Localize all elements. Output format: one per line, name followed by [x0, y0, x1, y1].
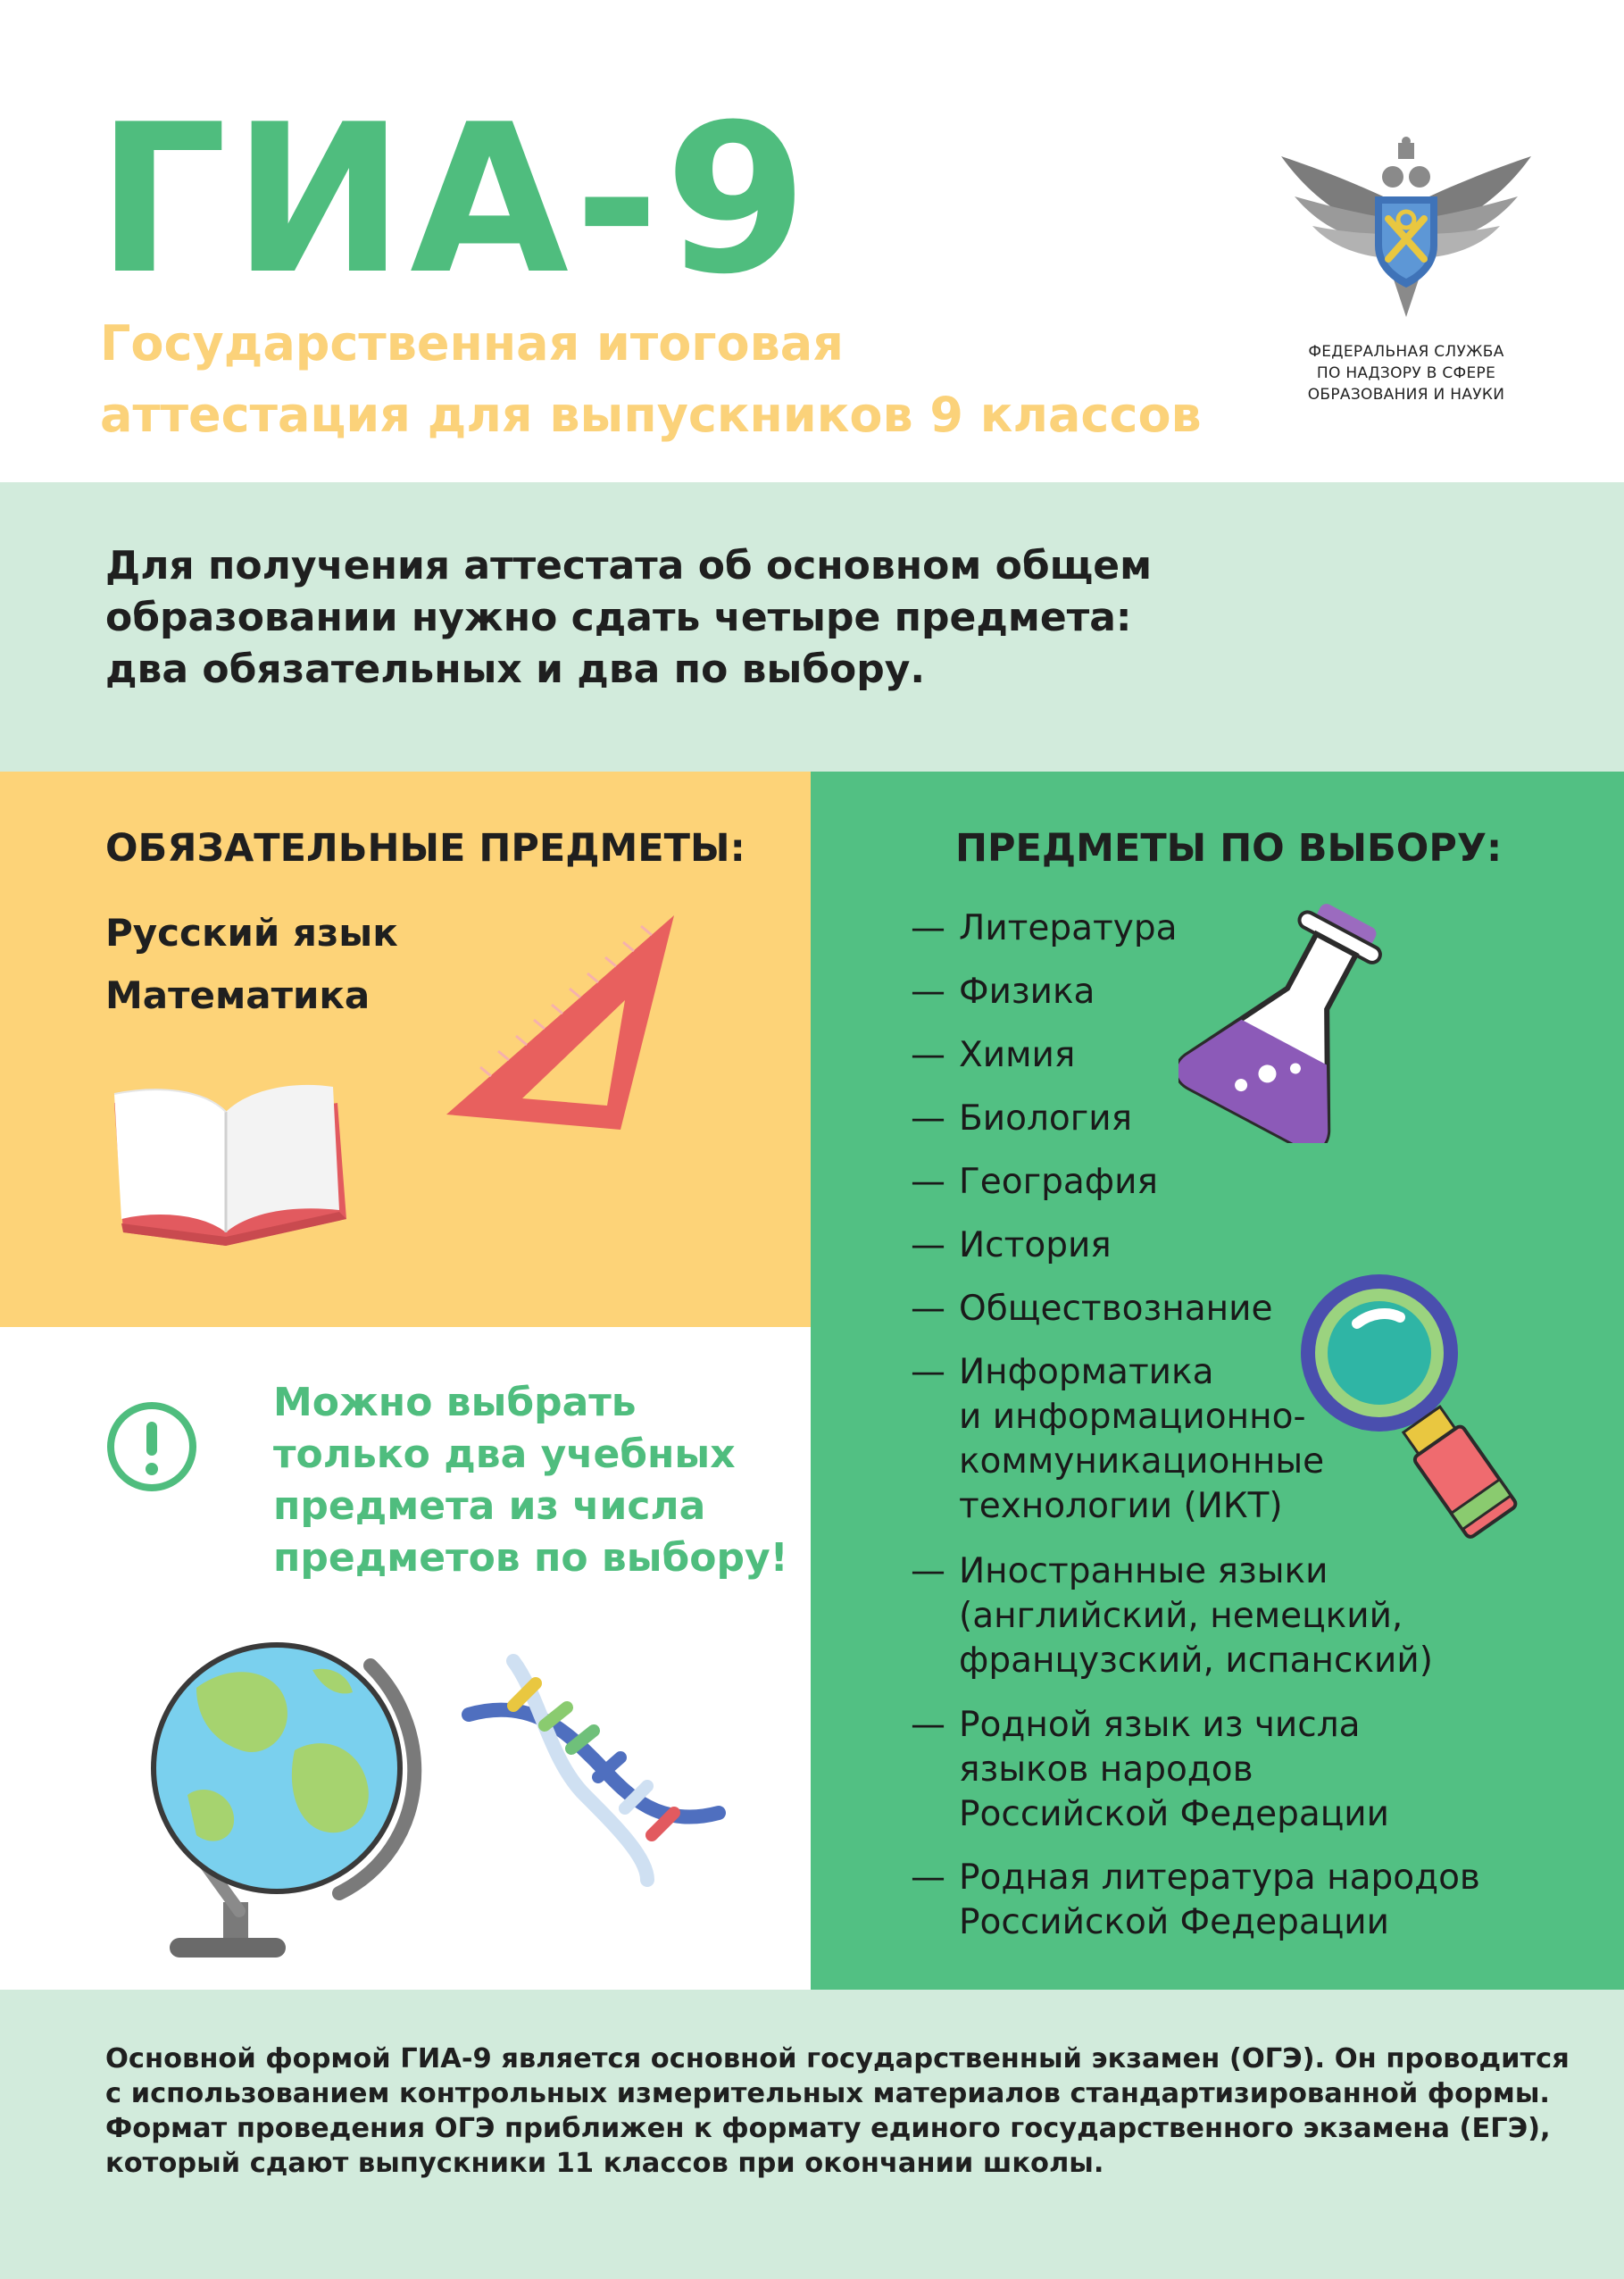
- list-dash: —: [911, 1035, 945, 1075]
- elective-label: Химия: [959, 1035, 1076, 1075]
- intro-line: два обязательных и два по выбору.: [105, 647, 926, 692]
- chemistry-flask-icon: [1178, 902, 1411, 1143]
- mandatory-heading: ОБЯЗАТЕЛЬНЫЕ ПРЕДМЕТЫ:: [105, 826, 745, 871]
- elective-label: Литература: [959, 908, 1178, 948]
- intro-line: образовании нужно сдать четыре предмета:: [105, 595, 1132, 640]
- elective-label: Российской Федерации: [959, 1902, 1389, 1942]
- elective-label: Российской Федерации: [959, 1794, 1389, 1834]
- list-dash: —: [911, 972, 945, 1012]
- footer-text: [105, 2041, 1570, 2181]
- dna-helix-icon: [460, 1643, 728, 1893]
- elective-label: Физика: [959, 972, 1095, 1012]
- list-dash: —: [911, 1098, 945, 1139]
- subtitle-line: Государственная итоговая: [100, 315, 844, 371]
- agency-name: [1277, 341, 1536, 405]
- list-dash: —: [911, 1289, 945, 1329]
- globe-icon: [134, 1625, 464, 1965]
- elective-label: коммуникационные: [959, 1441, 1325, 1482]
- exclamation-circle-icon: [105, 1400, 198, 1493]
- mandatory-list: [105, 902, 398, 1027]
- elective-label: Иностранные языки: [959, 1551, 1328, 1591]
- elective-label: и информационно-: [959, 1397, 1306, 1437]
- elective-label: Обществознание: [959, 1289, 1273, 1329]
- footer-line: Формат проведения ОГЭ приближен к формату единого государственного экзамена (ЕГЭ),: [105, 2113, 1551, 2144]
- elective-label: Родная литература народов: [959, 1857, 1480, 1898]
- page-subtitle: [100, 308, 1202, 451]
- note-line: только два учебных: [273, 1432, 736, 1477]
- footer-line: Основной формой ГИА-9 является основной государственный экзамен (ОГЭ). Он проводится: [105, 2043, 1570, 2074]
- list-dash: —: [911, 1162, 945, 1202]
- agency-line: ПО НАДЗОРУ В СФЕРЕ: [1316, 364, 1496, 382]
- note-line: предмета из числа: [273, 1483, 706, 1529]
- intro-line: Для получения аттестата об основном общем: [105, 543, 1153, 589]
- page-title: ГИА-9: [96, 81, 813, 320]
- open-book-icon: [105, 1067, 346, 1264]
- intro-text: [105, 540, 1355, 696]
- list-dash: —: [911, 1352, 945, 1392]
- list-dash: —: [911, 1225, 945, 1265]
- elective-label: Родной язык из числа: [959, 1705, 1361, 1745]
- elective-label: География: [959, 1162, 1158, 1202]
- elective-label: Информатика: [959, 1352, 1214, 1392]
- elective-label: языков народов: [959, 1749, 1253, 1790]
- agency-line: ФЕДЕРАЛЬНАЯ СЛУЖБА: [1308, 343, 1504, 361]
- elective-heading: ПРЕДМЕТЫ ПО ВЫБОРУ:: [955, 826, 1503, 871]
- magnifying-glass-icon: [1295, 1268, 1527, 1545]
- mandatory-item-math: Математика: [105, 973, 371, 1017]
- subtitle-line: аттестация для выпускников 9 классов: [100, 387, 1202, 443]
- elective-label: История: [959, 1225, 1112, 1265]
- list-dash: —: [911, 1551, 945, 1591]
- elective-label: французский, испанский): [959, 1640, 1433, 1681]
- triangle-ruler-icon: [437, 911, 679, 1134]
- note-line: Можно выбрать: [273, 1380, 637, 1425]
- footer-line: с использованием контрольных измерительных материалов стандартизированной формы.: [105, 2078, 1551, 2109]
- elective-label: Биология: [959, 1098, 1133, 1139]
- elective-label: (английский, немецкий,: [959, 1596, 1403, 1636]
- list-dash: —: [911, 1705, 945, 1745]
- agency-line: ОБРАЗОВАНИЯ И НАУКИ: [1307, 386, 1505, 404]
- list-dash: —: [911, 1857, 945, 1898]
- note-text: [273, 1377, 788, 1584]
- note-line: предметов по выбору!: [273, 1535, 788, 1581]
- eagle-emblem-icon: [1277, 134, 1536, 321]
- elective-label: технологии (ИКТ): [959, 1486, 1283, 1526]
- mandatory-item-russian: Русский язык: [105, 911, 398, 955]
- list-dash: —: [911, 908, 945, 948]
- footer-line: который сдают выпускники 11 классов при окончании школы.: [105, 2148, 1104, 2179]
- agency-logo: [1277, 134, 1536, 420]
